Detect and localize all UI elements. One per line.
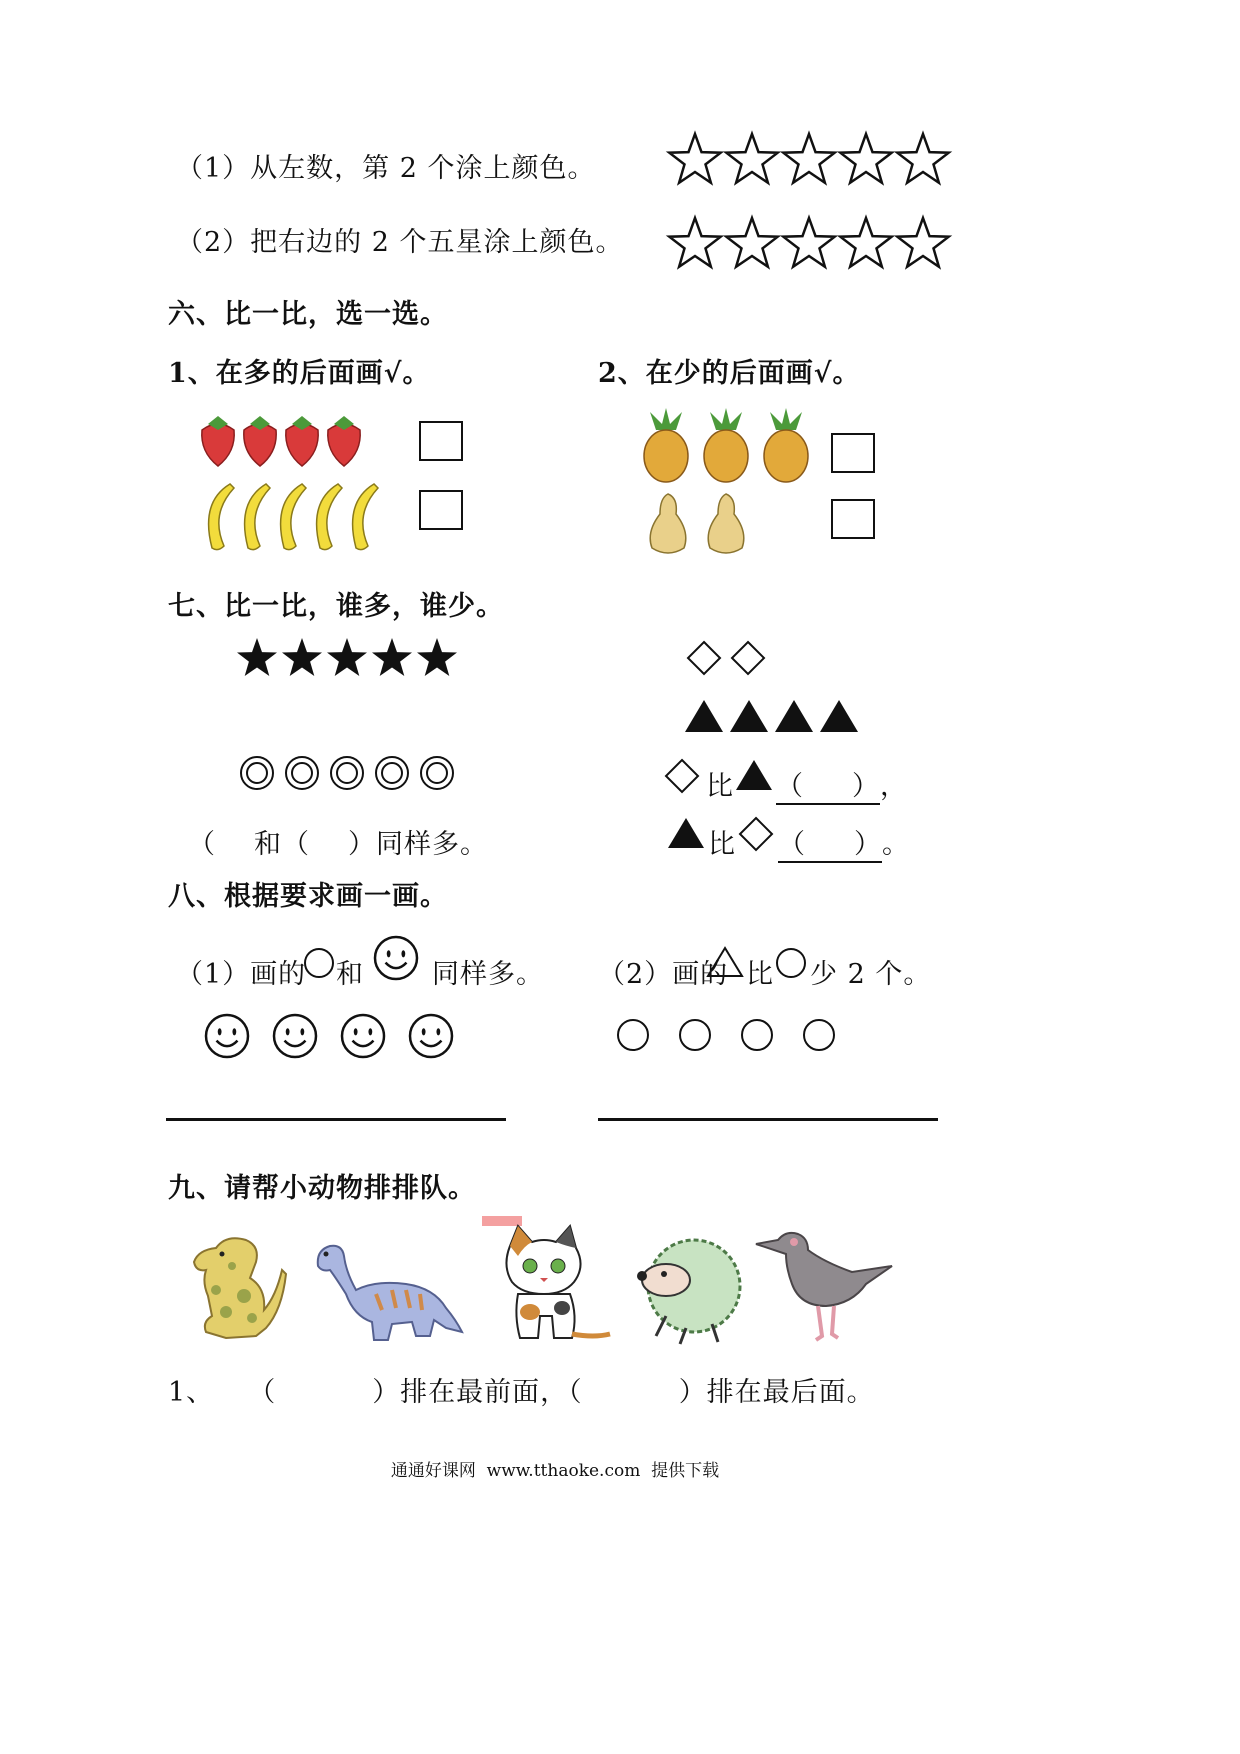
smiley-mouth-icon — [217, 1041, 238, 1047]
outline-star-icon — [726, 134, 777, 183]
pear-icon — [708, 494, 744, 553]
answer-line-2[interactable] — [598, 1118, 938, 1121]
ring-outer-icon — [286, 757, 318, 789]
smiley-eye-icon — [422, 1028, 426, 1035]
ring-outer-icon — [376, 757, 408, 789]
diamond-icon — [732, 642, 764, 674]
smiley-eye-icon — [218, 1028, 222, 1035]
smiley-eye-icon — [286, 1028, 290, 1035]
smiley-eye-icon — [387, 950, 391, 957]
triangle-icon — [685, 700, 723, 732]
smiley-face-icon — [342, 1015, 384, 1057]
smiley-eye-icon — [368, 1028, 372, 1035]
banana-icon — [245, 484, 270, 550]
outline-star-icon — [783, 134, 834, 183]
circle-icon — [618, 1020, 648, 1050]
filled-star-icon — [372, 638, 412, 676]
pineapple-row — [640, 408, 830, 483]
smiley-mouth-icon — [386, 963, 407, 969]
banana-icon — [209, 484, 234, 550]
answer-box-pineapple[interactable] — [831, 433, 875, 473]
ring-inner-icon — [427, 763, 447, 783]
smiley-eye-icon — [232, 1028, 236, 1035]
outline-star-icon — [897, 218, 948, 267]
q7-bi-1: 比 — [706, 771, 734, 802]
pear-icon — [650, 494, 686, 553]
triangle-icon — [730, 700, 768, 732]
ring-inner-icon — [247, 763, 267, 783]
q6-title: 六、比一比，选一选。 — [168, 299, 448, 330]
hedgehog-image — [626, 1220, 746, 1350]
circle-icon — [742, 1020, 772, 1050]
footer-text: 通通好课网 www.tthaoke.com 提供下载 — [390, 1461, 720, 1481]
banana-icon — [281, 484, 306, 550]
smiley-face-icon — [410, 1015, 452, 1057]
cat-image — [474, 1216, 614, 1346]
outline-star-icon — [783, 218, 834, 267]
outline-star-icon — [840, 134, 891, 183]
pineapple-icon — [644, 430, 688, 482]
circle-icon — [680, 1020, 710, 1050]
banana-icon — [353, 484, 378, 550]
q7-blank-1[interactable]: （ ）， — [776, 764, 908, 805]
outline-star-icon — [669, 218, 720, 267]
q5-item1: （1）从左数，第 2 个涂上颜色。 — [176, 153, 596, 184]
q9-sentence: 1、 （ ）排在最前面，（ ）排在最后面。 — [168, 1377, 875, 1408]
bird-image — [756, 1222, 896, 1342]
filled-star-icon — [237, 638, 277, 676]
diamond-icon — [664, 758, 700, 794]
smiley-face-icon — [274, 1015, 316, 1057]
pear-row — [646, 488, 776, 558]
q8-item1-prefix: （1）画的 — [176, 959, 307, 990]
outline-star-icon — [669, 134, 720, 183]
ring-outer-icon — [331, 757, 363, 789]
pineapple-leaf-icon — [710, 408, 742, 430]
filled-star-row — [235, 636, 465, 681]
outline-star-icon — [897, 134, 948, 183]
strawberry-icon — [244, 424, 276, 466]
banana-row — [190, 478, 390, 558]
filled-star-icon — [417, 638, 457, 676]
pineapple-leaf-icon — [650, 408, 682, 430]
ring-outer-icon — [421, 757, 453, 789]
q5-star-row-1 — [668, 134, 958, 186]
q6-sub1: 1、在多的后面画√。 — [168, 358, 431, 389]
q6-sub2: 2、在少的后面画√。 — [598, 358, 861, 389]
q7-left-sentence: （ 和（ ）同样多。 — [188, 829, 488, 860]
smiley-face-icon — [206, 1015, 248, 1057]
q8-item2-bi: 比 — [746, 959, 774, 990]
q7-bi-2: 比 — [708, 829, 736, 860]
outline-star-icon — [726, 218, 777, 267]
dog-image — [186, 1226, 286, 1346]
q9-title: 九、请帮小动物排排队。 — [168, 1173, 476, 1204]
answer-box-strawberry[interactable] — [419, 421, 463, 461]
pineapple-leaf-icon — [770, 408, 802, 430]
diamond-icon — [738, 816, 774, 852]
outline-star-icon — [840, 218, 891, 267]
answer-box-pear[interactable] — [831, 499, 875, 539]
answer-box-banana[interactable] — [419, 490, 463, 530]
q7-title: 七、比一比，谁多，谁少。 — [168, 591, 504, 622]
q5-star-row-2 — [668, 218, 958, 270]
q7-blank-2[interactable]: （ ）。 — [778, 822, 910, 863]
pineapple-icon — [704, 430, 748, 482]
pineapple-icon — [764, 430, 808, 482]
smiley-eye-icon — [354, 1028, 358, 1035]
smiley-eye-icon — [300, 1028, 304, 1035]
q8-item2-prefix: （2）画的 — [598, 959, 729, 990]
diamond-row — [686, 640, 786, 680]
triangle-icon — [775, 700, 813, 732]
ring-outer-icon — [241, 757, 273, 789]
answer-line-1[interactable] — [166, 1118, 506, 1121]
q5-item2: （2）把右边的 2 个五星涂上颜色。 — [176, 227, 624, 258]
q8-item1-and: 和 — [336, 959, 364, 990]
smiley-mouth-icon — [285, 1041, 306, 1047]
q8-item1-suffix: 同样多。 — [432, 959, 544, 990]
circle-row — [616, 1016, 846, 1056]
circle-icon — [804, 1020, 834, 1050]
q8-item2-suffix: 少 2 个。 — [810, 959, 932, 990]
ring-row — [235, 751, 465, 796]
triangle-icon — [666, 816, 706, 850]
triangle-icon — [820, 700, 858, 732]
banana-icon — [317, 484, 342, 550]
smiley-face-icon — [375, 937, 417, 979]
triangle-outline-icon — [706, 946, 744, 978]
circle-icon — [302, 946, 336, 980]
diamond-icon — [688, 642, 720, 674]
ring-inner-icon — [292, 763, 312, 783]
dinosaur-image — [306, 1232, 466, 1342]
strawberry-icon — [286, 424, 318, 466]
circle-icon — [774, 946, 808, 980]
smiley-mouth-icon — [421, 1041, 442, 1047]
strawberry-icon — [202, 424, 234, 466]
q8-title: 八、根据要求画一画。 — [168, 881, 448, 912]
ring-inner-icon — [382, 763, 402, 783]
triangle-row — [684, 696, 874, 741]
ring-inner-icon — [337, 763, 357, 783]
filled-star-icon — [282, 638, 322, 676]
smiley-mouth-icon — [353, 1041, 374, 1047]
triangle-icon — [734, 758, 774, 792]
smiley-eye-icon — [436, 1028, 440, 1035]
smiley-row — [203, 1012, 473, 1062]
filled-star-icon — [327, 638, 367, 676]
strawberry-icon — [328, 424, 360, 466]
strawberry-row — [196, 410, 376, 470]
smiley-icon — [372, 934, 420, 982]
smiley-eye-icon — [401, 950, 405, 957]
